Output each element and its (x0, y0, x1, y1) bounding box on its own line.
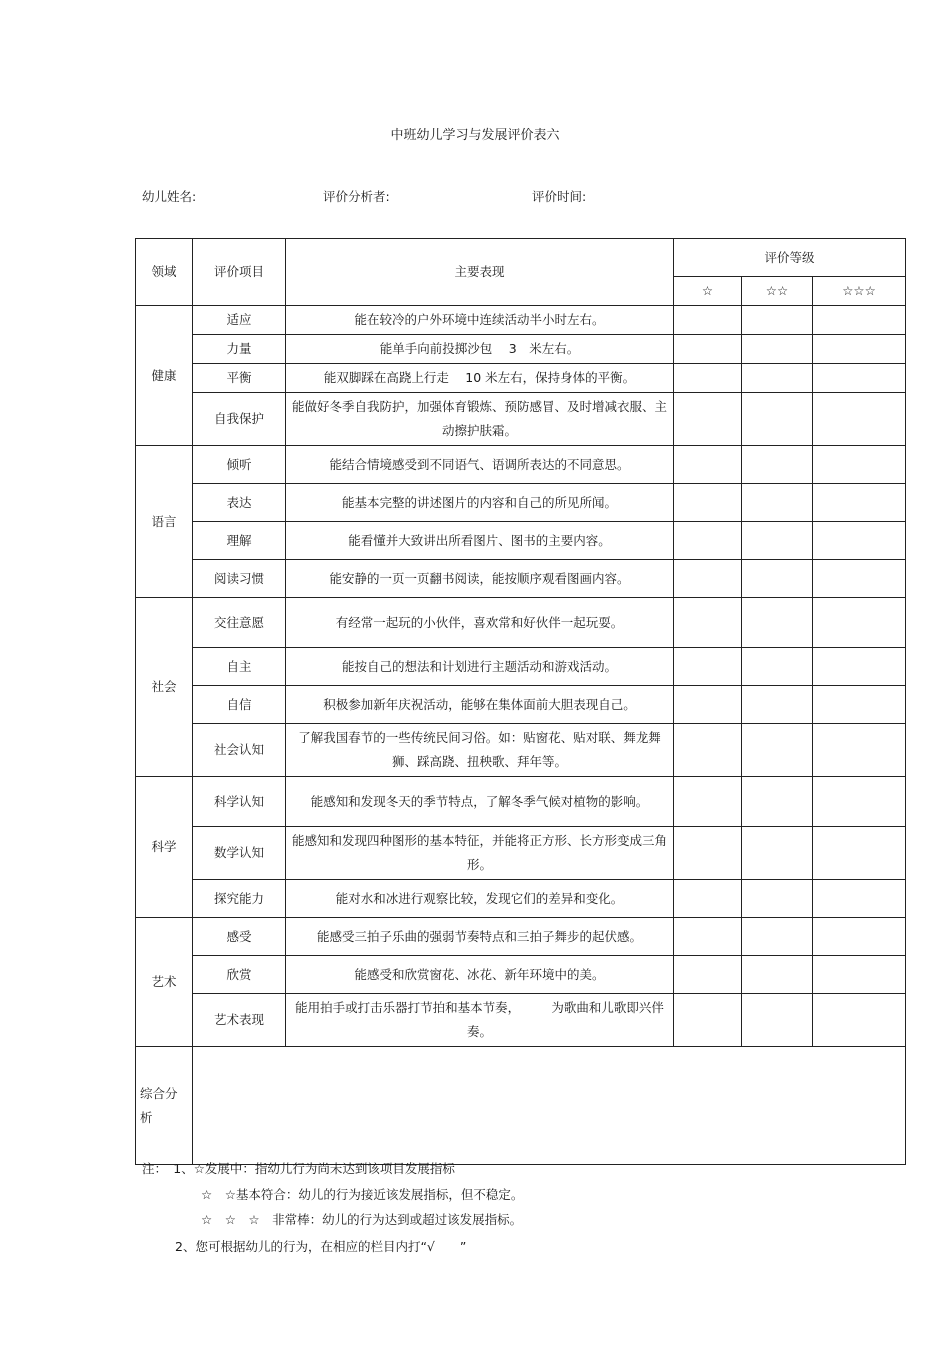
rating-cell[interactable] (813, 918, 906, 956)
domain-language: 语言 (136, 446, 193, 598)
rating-cell[interactable] (674, 306, 742, 335)
rating-cell[interactable] (674, 777, 742, 827)
rating-cell[interactable] (742, 335, 813, 364)
rating-cell[interactable] (742, 880, 813, 918)
header-performance: 主要表现 (286, 239, 674, 306)
item-description: 能做好冬季自我防护，加强体育锻炼、预防感冒、及时增减衣服、主动擦护肤霜。 (286, 393, 674, 446)
rating-cell[interactable] (674, 724, 742, 777)
item-label: 欣赏 (193, 956, 286, 994)
header-item: 评价项目 (193, 239, 286, 306)
rating-cell[interactable] (742, 446, 813, 484)
rating-cell[interactable] (674, 446, 742, 484)
item-label: 表达 (193, 484, 286, 522)
domain-health: 健康 (136, 306, 193, 446)
header-star3: ☆☆☆ (813, 277, 906, 306)
rating-cell[interactable] (674, 335, 742, 364)
rating-cell[interactable] (813, 880, 906, 918)
item-description: 能在较冷的户外环境中连续活动半小时左右。 (286, 306, 674, 335)
note-line-4: 2、您可根据幼儿的行为，在相应的栏目内打“√ ” (175, 1239, 467, 1254)
item-label: 社会认知 (193, 724, 286, 777)
rating-cell[interactable] (674, 827, 742, 880)
item-label: 阅读习惯 (193, 560, 286, 598)
rating-cell[interactable] (813, 393, 906, 446)
rating-cell[interactable] (674, 364, 742, 393)
item-label: 理解 (193, 522, 286, 560)
rating-cell[interactable] (742, 956, 813, 994)
rating-cell[interactable] (742, 598, 813, 648)
rating-cell[interactable] (813, 724, 906, 777)
domain-art: 艺术 (136, 918, 193, 1047)
item-label: 倾听 (193, 446, 286, 484)
item-label: 交往意愿 (193, 598, 286, 648)
rating-cell[interactable] (742, 522, 813, 560)
rating-cell[interactable] (742, 560, 813, 598)
rating-cell[interactable] (674, 560, 742, 598)
rating-cell[interactable] (742, 686, 813, 724)
item-label: 科学认知 (193, 777, 286, 827)
item-label: 自我保护 (193, 393, 286, 446)
rating-cell[interactable] (674, 994, 742, 1047)
rating-cell[interactable] (813, 335, 906, 364)
item-description: 能基本完整的讲述图片的内容和自己的所见所闻。 (286, 484, 674, 522)
header-star1: ☆ (674, 277, 742, 306)
summary-label: 综合分析 (136, 1047, 193, 1165)
rating-cell[interactable] (813, 560, 906, 598)
evaluation-table (135, 238, 906, 1165)
domain-science: 科学 (136, 777, 193, 918)
rating-cell[interactable] (674, 484, 742, 522)
evaluation-time-label: 评价时间: (532, 189, 587, 204)
item-description: 了解我国春节的一些传统民间习俗。如：贴窗花、贴对联、舞龙舞狮、踩高跷、扭秧歌、拜年等。 (286, 724, 674, 777)
item-description: 能按自己的想法和计划进行主题活动和游戏活动。 (286, 648, 674, 686)
item-description: 能感受三拍子乐曲的强弱节奏特点和三拍子舞步的起伏感。 (286, 918, 674, 956)
rating-cell[interactable] (674, 522, 742, 560)
rating-cell[interactable] (813, 994, 906, 1047)
item-description: 能对水和冰进行观察比较，发现它们的差异和变化。 (286, 880, 674, 918)
item-description: 能单手向前投掷沙包 3 米左右。 (286, 335, 674, 364)
rating-cell[interactable] (813, 686, 906, 724)
rating-cell[interactable] (813, 648, 906, 686)
rating-cell[interactable] (813, 827, 906, 880)
rating-cell[interactable] (674, 686, 742, 724)
rating-cell[interactable] (742, 484, 813, 522)
rating-cell[interactable] (674, 880, 742, 918)
item-label: 适应 (193, 306, 286, 335)
child-name-label: 幼儿姓名: (142, 189, 197, 204)
page-title: 中班幼儿学习与发展评价表六 (390, 128, 560, 143)
note-line-2: ☆ ☆基本符合：幼儿的行为接近该发展指标，但不稳定。 (201, 1187, 524, 1202)
rating-cell[interactable] (813, 446, 906, 484)
rating-cell[interactable] (742, 648, 813, 686)
item-label: 力量 (193, 335, 286, 364)
item-description: 积极参加新年庆祝活动，能够在集体面前大胆表现自己。 (286, 686, 674, 724)
rating-cell[interactable] (813, 777, 906, 827)
item-description: 能结合情境感受到不同语气、语调所表达的不同意思。 (286, 446, 674, 484)
note-line-3: ☆ ☆ ☆ 非常棒：幼儿的行为达到或超过该发展指标。 (201, 1212, 523, 1227)
item-label: 数学认知 (193, 827, 286, 880)
rating-cell[interactable] (742, 777, 813, 827)
header-level: 评价等级 (674, 239, 906, 277)
rating-cell[interactable] (674, 648, 742, 686)
item-label: 自主 (193, 648, 286, 686)
item-description: 能用拍手或打击乐器打节拍和基本节奏， 为歌曲和儿歌即兴伴奏。 (286, 994, 674, 1047)
rating-cell[interactable] (813, 598, 906, 648)
rating-cell[interactable] (813, 522, 906, 560)
item-label: 平衡 (193, 364, 286, 393)
rating-cell[interactable] (742, 393, 813, 446)
rating-cell[interactable] (742, 306, 813, 335)
rating-cell[interactable] (742, 918, 813, 956)
rating-cell[interactable] (674, 956, 742, 994)
summary-input-area[interactable] (193, 1047, 906, 1165)
item-description: 能感知和发现四种图形的基本特征，并能将正方形、长方形变成三角形。 (286, 827, 674, 880)
header-domain: 领域 (136, 239, 193, 306)
rating-cell[interactable] (813, 364, 906, 393)
item-label: 探究能力 (193, 880, 286, 918)
item-label: 感受 (193, 918, 286, 956)
rating-cell[interactable] (813, 306, 906, 335)
domain-social: 社会 (136, 598, 193, 777)
rating-cell[interactable] (674, 393, 742, 446)
analyst-label: 评价分析者: (323, 189, 390, 204)
item-description: 能看懂并大致讲出所看图片、图书的主要内容。 (286, 522, 674, 560)
item-label: 艺术表现 (193, 994, 286, 1047)
item-description: 能双脚踩在高跷上行走 10 米左右，保持身体的平衡。 (286, 364, 674, 393)
item-description: 能安静的一页一页翻书阅读，能按顺序观看图画内容。 (286, 560, 674, 598)
rating-cell[interactable] (674, 598, 742, 648)
rating-cell[interactable] (674, 918, 742, 956)
item-description: 能感知和发现冬天的季节特点，了解冬季气候对植物的影响。 (286, 777, 674, 827)
rating-cell[interactable] (742, 994, 813, 1047)
rating-cell[interactable] (813, 956, 906, 994)
item-description: 有经常一起玩的小伙伴，喜欢常和好伙伴一起玩耍。 (286, 598, 674, 648)
rating-cell[interactable] (742, 827, 813, 880)
item-label: 自信 (193, 686, 286, 724)
rating-cell[interactable] (813, 484, 906, 522)
header-star2: ☆☆ (742, 277, 813, 306)
note-line-1: 注： 1、☆发展中：指幼儿行为尚未达到该项目发展指标 (142, 1161, 455, 1176)
rating-cell[interactable] (742, 364, 813, 393)
item-description: 能感受和欣赏窗花、冰花、新年环境中的美。 (286, 956, 674, 994)
rating-cell[interactable] (742, 724, 813, 777)
